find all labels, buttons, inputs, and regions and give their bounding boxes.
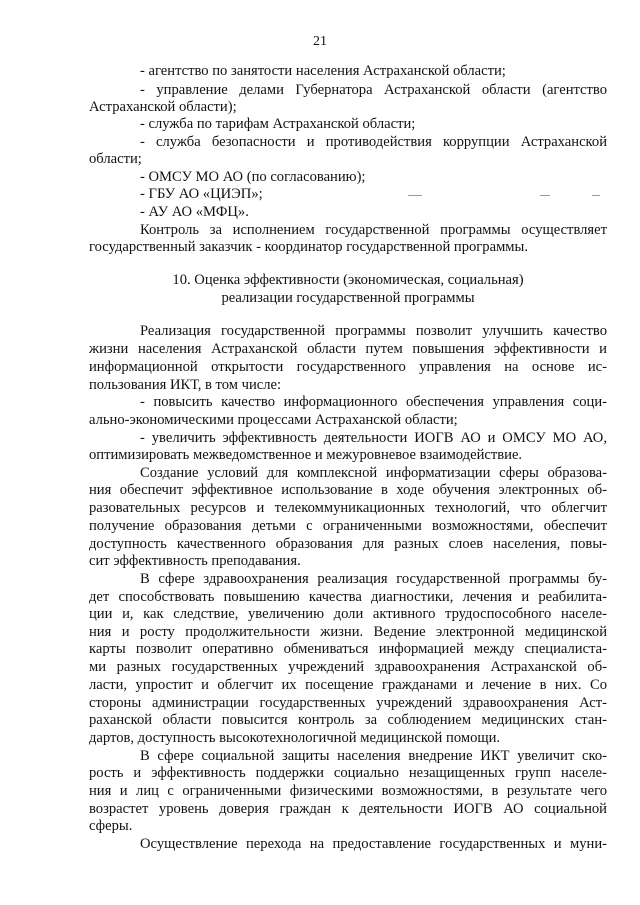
text-line: Контроль за исполнением государственной программы осуществляет — [140, 222, 607, 238]
text-line: - служба по тарифам Астраханской области; — [140, 116, 416, 132]
text-line: стороны администрации государственных учреждений здравоохранения Аст- — [89, 695, 607, 711]
scan-mark — [592, 195, 600, 196]
text-line: дет способствовать повышению качества диагностики, лечения и реабилита- — [89, 589, 607, 605]
text-line: Реализация государственной программы позволит улучшить качество — [140, 323, 607, 339]
text-line: оптимизировать межведомственное и межуровневое взаимодействие. — [89, 447, 523, 463]
text-line: ми разных государственных учреждений здравоохранения Астраханской об- — [89, 659, 607, 675]
text-line: сферы. — [89, 818, 133, 834]
text-line: ласти, упростит и облегчит их посещение гражданами и лечение в них. Со — [89, 677, 607, 693]
text-line: ния обеспечит эффективное использование в ходе обучения электронных об- — [89, 482, 607, 498]
text-line: пользования ИКТ, в том числе: — [89, 377, 282, 393]
text-line: рость и эффективность поддержки социально незащищенных групп населе- — [89, 765, 607, 781]
scan-mark — [540, 195, 550, 196]
text-line: ния и росту продолжительности жизни. Ведение электронной медицинской — [89, 624, 607, 640]
text-line: - увеличить эффективность деятельности ИОГВ АО и ОМСУ МО АО, — [140, 430, 607, 446]
text-line: - ОМСУ МО АО (по согласованию); — [140, 169, 366, 185]
text-line: Создание условий для комплексной информатизации сферы образова- — [140, 465, 607, 481]
text-line: сит эффективность преподавания. — [89, 553, 301, 569]
text-line: В сфере социальной защиты населения внедрение ИКТ увеличит ско- — [140, 748, 607, 764]
text-line: ции и, как следствие, увеличению доли активного трудоспособного населе- — [89, 606, 607, 622]
text-line: ально-экономическими процессами Астраханской области; — [89, 412, 458, 428]
text-line: Осуществление перехода на предоставление государственных и муни- — [140, 836, 607, 852]
text-line: государственный заказчик - координатор государственной программы. — [89, 239, 528, 255]
page-number: 21 — [313, 34, 327, 49]
text-line: - ГБУ АО «ЦИЭП»; — [140, 186, 263, 202]
text-line: получение образования детьми с ограниченными возможностями, обеспечит — [89, 518, 607, 534]
text-line: дартов, доступность высокотехнологичной медицинской помощи. — [89, 730, 501, 746]
text-line: ния и лиц с ограниченными физическими возможностями, в результате чего — [89, 783, 607, 799]
text-line: доступность качественного образования для разных слоев населения, повы- — [89, 536, 607, 552]
text-line: раханской области повысится контроль за соблюдением медицинских стан- — [89, 712, 607, 728]
text-line: - служба безопасности и противодействия коррупции Астраханской — [140, 134, 607, 150]
text-line: возрастет уровень доверия граждан к деятельности ИОГВ АО социальной — [89, 801, 607, 817]
text-line: Астраханской области); — [89, 99, 237, 115]
text-line: карты позволит оперативно обмениваться информацией между специалиста- — [89, 641, 607, 657]
scan-mark — [408, 195, 422, 196]
text-line: разовательных ресурсов и телекоммуникационных технологий, что облегчит — [89, 500, 607, 516]
text-line: - повысить качество информационного обеспечения управления соци- — [140, 394, 607, 410]
section-heading: реализации государственной программы — [221, 290, 475, 306]
text-line: В сфере здравоохранения реализация государственной программы бу- — [140, 571, 607, 587]
text-line: - управление делами Губернатора Астраханской области (агентство — [140, 82, 607, 98]
section-heading: 10. Оценка эффективности (экономическая, социальная) — [172, 272, 524, 288]
text-line: жизни населения Астраханской области путем повышения эффективности и — [89, 341, 607, 357]
text-line: - агентство по занятости населения Астраханской области; — [140, 63, 506, 79]
text-line: области; — [89, 151, 142, 167]
text-line: информационной открытости государственного управления на основе ис- — [89, 359, 607, 375]
text-line: - АУ АО «МФЦ». — [140, 204, 249, 220]
